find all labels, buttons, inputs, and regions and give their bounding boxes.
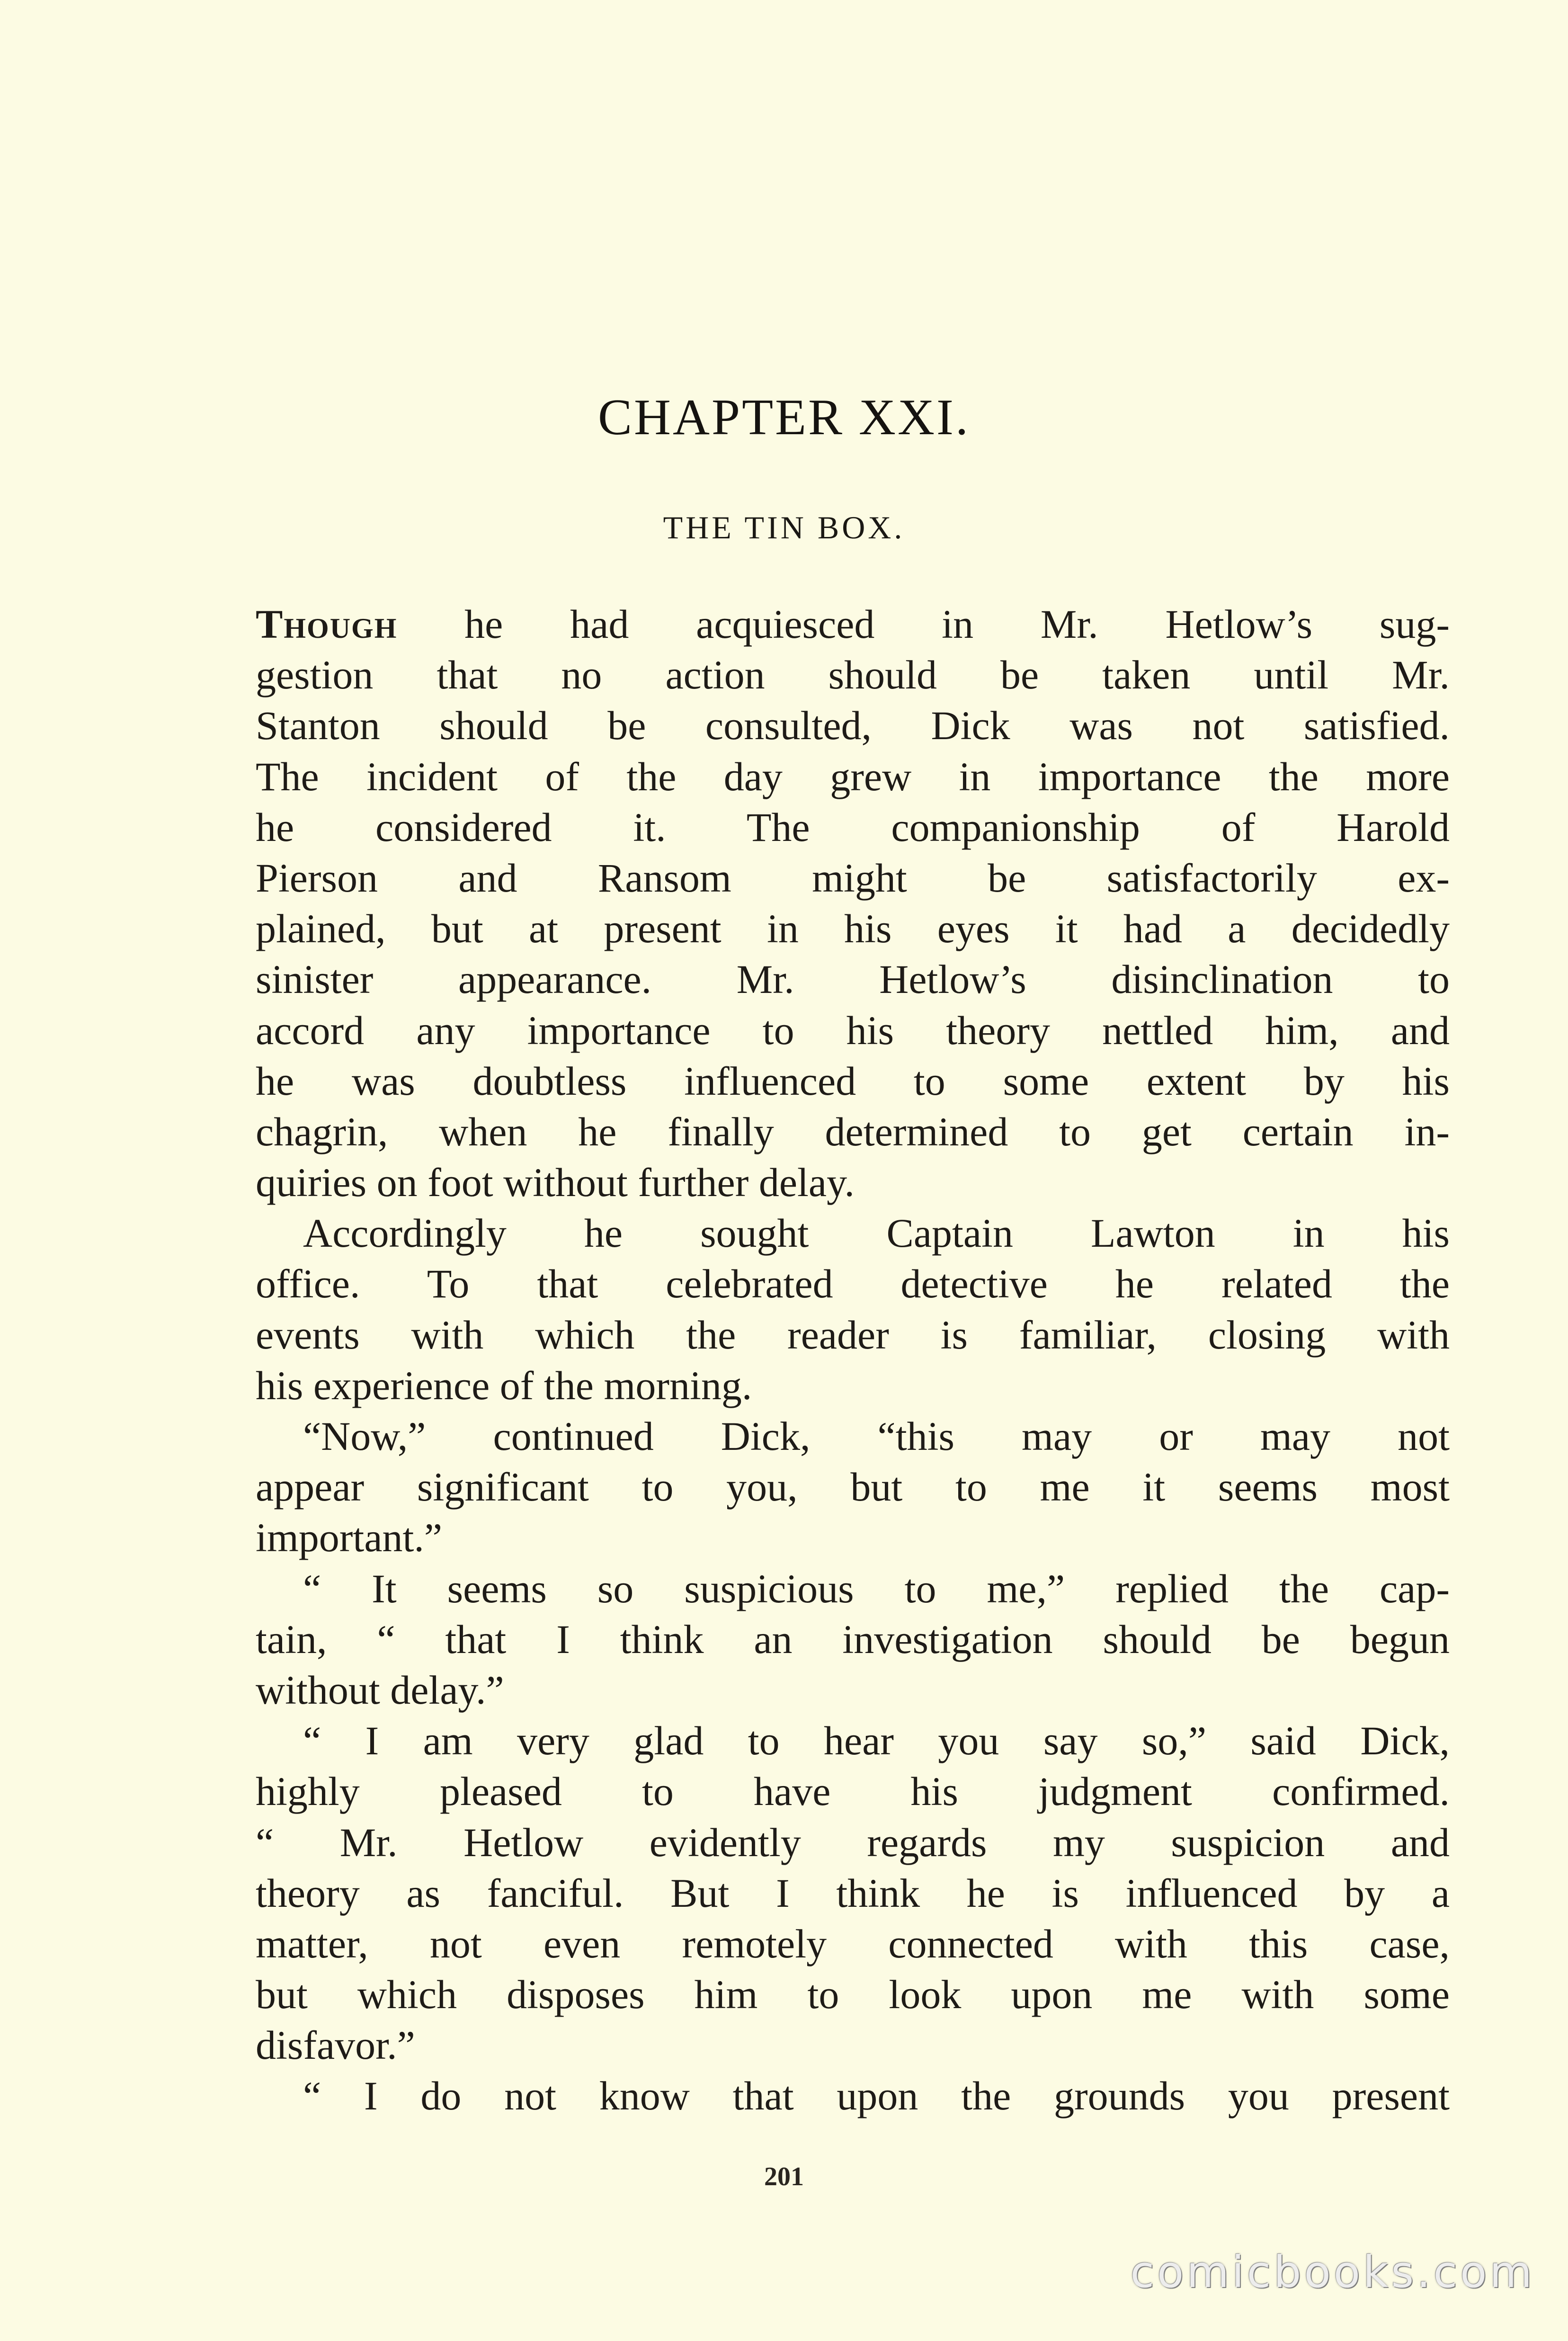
- page-number: 201: [764, 2162, 804, 2191]
- body-line: disfavor.”: [256, 2022, 415, 2068]
- body-text: [256, 599, 1450, 2122]
- body-line: without delay.”: [256, 1667, 504, 1713]
- body-line: Accordingly he sought Captain Lawton in his: [303, 1210, 1450, 1256]
- body-line: accord any importance to his theory nettled him, and: [256, 1007, 1450, 1053]
- body-line: gestion that no action should be taken until Mr.: [256, 652, 1450, 698]
- body-line: “ Mr. Hetlow evidently regards my suspicion and: [256, 1819, 1450, 1865]
- body-line: “ I am very glad to hear you say so,” said Dick,: [303, 1718, 1450, 1764]
- body-line: Pierson and Ransom might be satisfactorily ex-: [256, 855, 1450, 901]
- body-line: “Now,” continued Dick, “this may or may not: [303, 1413, 1450, 1459]
- body-line: plained, but at present in his eyes it had a decidedly: [256, 906, 1450, 952]
- body-line: chagrin, when he finally determined to get certain in-: [256, 1108, 1450, 1154]
- body-line: but which disposes him to look upon me with some: [256, 1972, 1450, 2018]
- body-line: appear significant to you, but to me it seems most: [256, 1464, 1450, 1510]
- chapter-subtitle: THE TIN BOX.: [663, 509, 905, 545]
- body-line: theory as fanciful. But I think he is influenced by a: [256, 1870, 1450, 1916]
- body-line: tain, “ that I think an investigation should be begun: [256, 1616, 1450, 1662]
- opening-word: Though: [256, 601, 398, 647]
- body-line: he was doubtless influenced to some extent by his: [256, 1058, 1450, 1104]
- body-line: “ It seems so suspicious to me,” replied the cap-: [303, 1565, 1450, 1611]
- body-line: highly pleased to have his judgment confirmed.: [256, 1769, 1450, 1814]
- body-line: Stanton should be consulted, Dick was not satisfied.: [256, 703, 1450, 749]
- body-line: office. To that celebrated detective he related the: [256, 1261, 1450, 1307]
- body-line: important.”: [256, 1515, 443, 1561]
- watermark: comicbooks.com: [1130, 2247, 1535, 2297]
- body-line: events with which the reader is familiar, closing with: [256, 1312, 1450, 1358]
- body-line: quiries on foot without further delay.: [256, 1160, 855, 1206]
- body-line: “ I do not know that upon the grounds you present: [303, 2073, 1450, 2119]
- body-line: matter, not even remotely connected with this case,: [256, 1921, 1450, 1966]
- body-line: sinister appearance. Mr. Hetlow’s disinclination to: [256, 956, 1450, 1002]
- body-line: The incident of the day grew in importance the more: [256, 753, 1450, 799]
- chapter-title: CHAPTER XXI.: [597, 389, 971, 446]
- body-line: Though he had acquiesced in Mr. Hetlow’s sug-: [256, 601, 1450, 647]
- body-line: he considered it. The companionship of Harold: [256, 804, 1450, 850]
- body-line: his experience of the morning.: [256, 1362, 752, 1408]
